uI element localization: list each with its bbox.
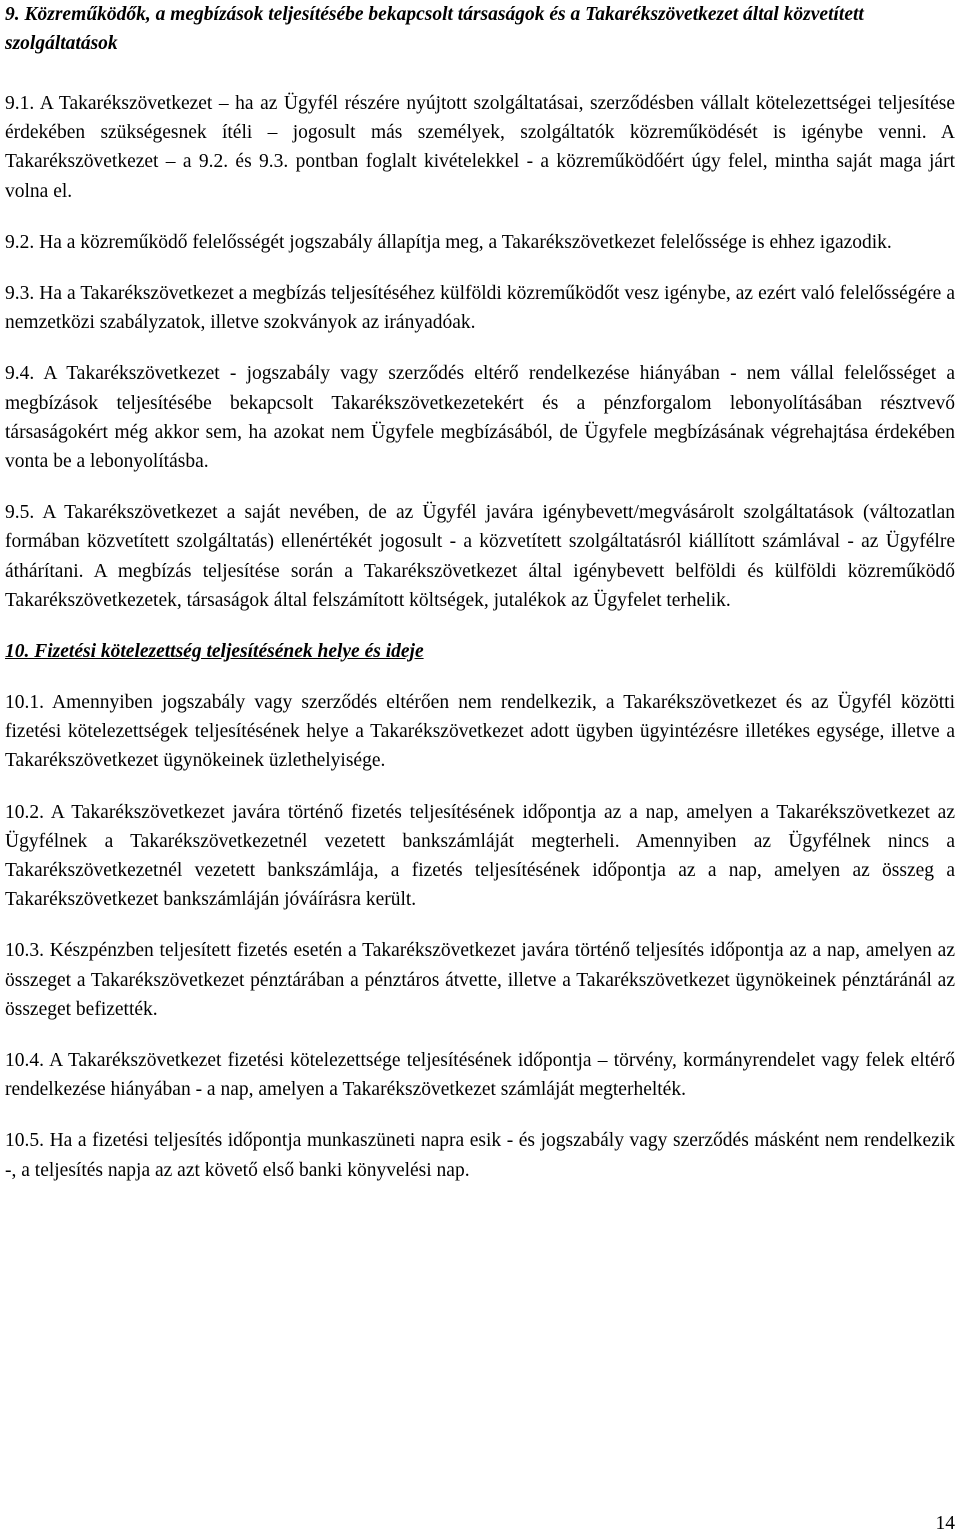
paragraph-10-5: 10.5. Ha a fizetési teljesítés időpontja munkaszüneti napra esik - és jogszabály vagy szerződés másként nem rendelkezik -, a teljesítés napja az azt követő első banki könyvelési nap. bbox=[5, 1130, 955, 1181]
paragraph-10-2: 10.2. A Takarékszövetkezet javára történő fizetés teljesítésének időpontja az a nap, amelyen a Takarékszövetkezet az Ügyfélnek a Takarékszövetkezetnél vezetett bankszámláját megterheli. Amennyiben az Ügyfélnek nincs a Takarékszövetkezetnél vezetett bankszámlája, a fizetés teljesítésének időpontja az a nap, amelyen az összeg a Takarékszövetkezet bankszámláján jóváírásra került. bbox=[5, 801, 955, 911]
paragraph-9-5: 9.5. A Takarékszövetkezet a saját nevében, de az Ügyfél javára igénybevett/megvásárolt szolgáltatások (változatlan formában közvetített szolgáltatás) ellenértékét jogosult - a közvetített szolgáltatásról kiállított számlával - az Ügyfélre áthárítani. A megbízás teljesítése során a Takarékszövetkezet által igénybevett belföldi és külföldi közreműködő Takarékszövetkezetek, társaságok által felszámított költségek, jutalékok az Ügyfelet terhelik. bbox=[5, 502, 955, 611]
paragraph-10-1: 10.1. Amennyiben jogszabály vagy szerződés eltérően nem rendelkezik, a Takarékszövetkezet és az Ügyfél közötti fizetési kötelezettségek teljesítésének helye a Takarékszövetkezet adott ügyben ügyintézésre illetékes egysége, illetve a Takarékszövetkezet ügynökeinek üzlethelyisége. bbox=[5, 692, 955, 772]
paragraph-9-3: 9.3. Ha a Takarékszövetkezet a megbízás teljesítéséhez külföldi közreműködőt vesz igénybe, az ezért való felelősségére a nemzetközi szabályzatok, illetve szokványok az irányadóak. bbox=[5, 283, 955, 334]
page-number: 14 bbox=[935, 1513, 955, 1534]
paragraph-9-2: 9.2. Ha a közreműködő felelősségét jogszabály állapítja meg, a Takarékszövetkezet felelőssége is ehhez igazodik. bbox=[5, 231, 892, 253]
paragraph-10-4: 10.4. A Takarékszövetkezet fizetési kötelezettsége teljesítésének időpontja – törvény, kormányrendelet vagy felek eltérő rendelkezése hiányában - a nap, amelyen a Takarékszövetkezet számláját megterhelték. bbox=[5, 1050, 955, 1101]
paragraph-9-1: 9.1. A Takarékszövetkezet – ha az Ügyfél részére nyújtott szolgáltatásai, szerződésben vállalt kötelezettségei teljesítése érdekében szükségesnek ítéli – jogosult más személyek, szolgáltatók közreműködését is igénybe venni. A Takarékszövetkezet – a 9.2. és 9.3. pontban foglalt kivételekkel - a közreműködőért úgy felel, mintha saját maga járt volna el. bbox=[5, 93, 955, 202]
document-page bbox=[5, 0, 955, 1207]
paragraph-10-3: 10.3. Készpénzben teljesített fizetés esetén a Takarékszövetkezet javára történő teljesítés időpontja az a nap, amelyen az összeget a Takarékszövetkezet pénztárában a pénztáros átvette, illetve a Takarékszövetkezet ügynökeinek pénztáránál az összeget befizették. bbox=[5, 940, 955, 1020]
paragraph-9-4: 9.4. A Takarékszövetkezet - jogszabály vagy szerződés eltérő rendelkezése hiányában - nem vállal felelősséget a megbízások teljesítésébe bekapcsolt Takarékszövetkezetekért és a pénzforgalom lebonyolításában résztvevő társaságokért még akkor sem, ha azokat nem Ügyfele megbízásából, de Ügyfele megbízásának végrehajtása érdekében vonta be a lebonyolításba. bbox=[5, 363, 955, 473]
section-9-heading: 9. Közreműködők, a megbízások teljesítésébe bekapcsolt társaságok és a Takarékszövetkezet által közvetített szolgáltatások bbox=[5, 4, 864, 54]
section-10-heading: 10. Fizetési kötelezettség teljesítésének helye és ideje bbox=[5, 641, 424, 663]
